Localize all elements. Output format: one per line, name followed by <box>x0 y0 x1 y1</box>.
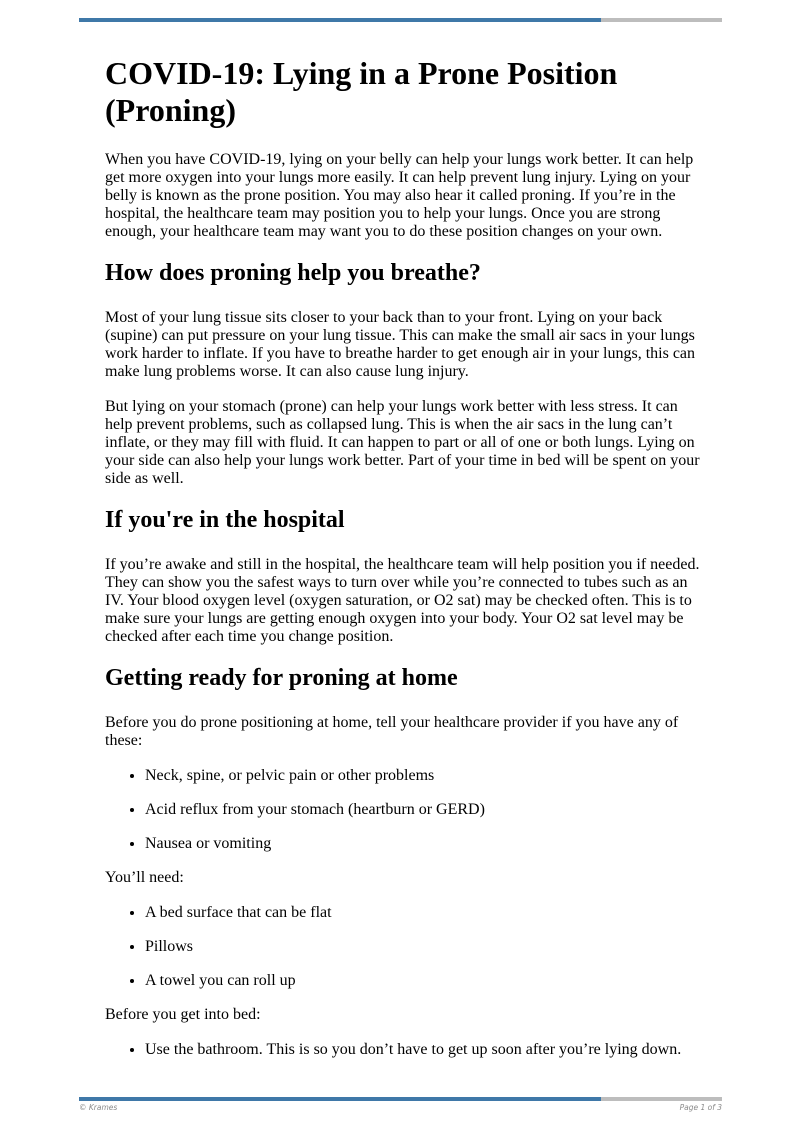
list-item: • Neck, spine, or pelvic pain or other problems <box>145 767 705 785</box>
need-label: You’ll need: <box>105 869 184 886</box>
list-item: • Pillows <box>145 938 705 956</box>
intro-paragraph: When you have COVID-19, lying on your belly can help your lungs work better. It can help get more oxygen into your lungs more easily. It can help prevent lung injury. Lying on your belly is known as the prone position. You may also hear it called proning. If you’re in the hospital, the healthcare team may position you to help your lungs. Once you are strong enough, your healthcare team may want you to do these position changes on your own. <box>105 151 694 240</box>
copyright-text: © Krames <box>79 1103 118 1112</box>
page-number: Page 1 of 3 <box>679 1103 722 1112</box>
paragraph: If you’re awake and still in the hospital, the healthcare team will help position you if needed. They can show you the safest ways to turn over while you’re connected to tubes such as an IV. Your blood oxygen level (oxygen saturation, or O2 sat) may be checked often. This is to make sure your lungs are getting enough oxygen into your body. Your O2 sat level may be checked after each time you change position. <box>105 556 700 645</box>
section-heading-hospital: If you're in the hospital <box>105 507 345 533</box>
list-item: • A towel you can roll up <box>145 972 705 990</box>
paragraph: But lying on your stomach (prone) can help your lungs work better with less stress. It can help prevent problems, such as collapsed lung. This is when the air sacs in the lung can’t inflate, or they may fill with fluid. It can happen to part or all of one or both lungs. Lying on your side can also help your lungs work better. Part of your time in bed will be spent on your side as well. <box>105 398 700 487</box>
progress-bar-track <box>601 18 722 22</box>
progress-bar-track <box>601 1097 722 1101</box>
paragraph: Before you do prone positioning at home, tell your healthcare provider if you have any of these: <box>105 714 679 749</box>
supplies-list <box>105 904 705 990</box>
list-item: • A bed surface that can be flat <box>145 904 705 922</box>
conditions-list <box>105 767 705 853</box>
section-heading-how-proning-helps: How does proning help you breathe? <box>105 260 481 286</box>
progress-bar-fill <box>79 1097 601 1101</box>
before-label: Before you get into bed: <box>105 1006 261 1023</box>
list-item: • Nausea or vomiting <box>145 835 705 853</box>
before-bed-list <box>105 1041 705 1059</box>
page-title: COVID-19: Lying in a Prone Position (Proning) <box>105 55 618 128</box>
progress-bar-fill <box>79 18 601 22</box>
footer-progress-bar <box>79 1097 722 1101</box>
list-item: • Acid reflux from your stomach (heartburn or GERD) <box>145 801 705 819</box>
page-footer <box>79 1103 722 1112</box>
header-progress-bar <box>79 18 722 22</box>
list-item: • Use the bathroom. This is so you don’t have to get up soon after you’re lying down. <box>145 1041 705 1059</box>
document-body <box>105 55 705 1075</box>
paragraph: Most of your lung tissue sits closer to your back than to your front. Lying on your back (supine) can put pressure on your lung tissue. This can make the small air sacs in your lungs work harder to inflate. If you have to breathe harder to get enough air in your lungs, this can make lung problems worse. It can also cause lung injury. <box>105 309 696 380</box>
section-heading-getting-ready: Getting ready for proning at home <box>105 665 458 691</box>
